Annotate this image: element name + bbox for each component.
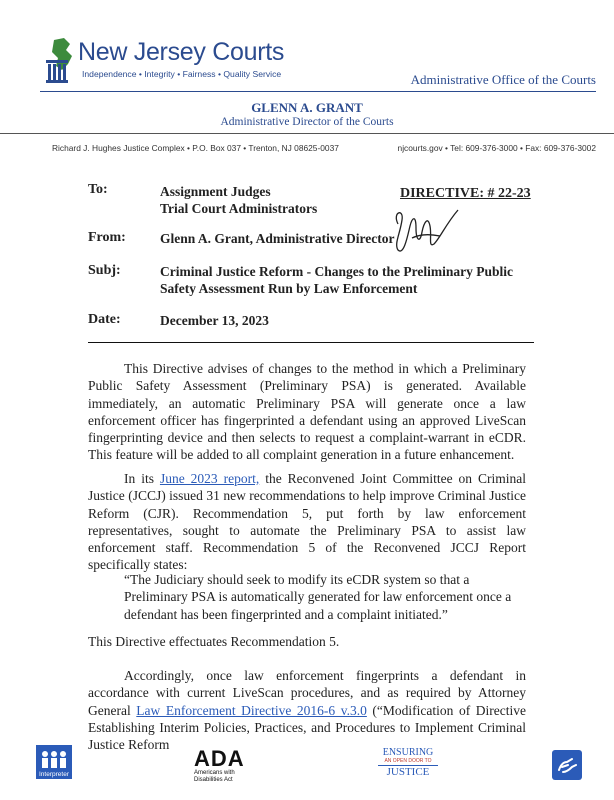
date-value: December 13, 2023: [160, 313, 269, 328]
subject-label: Subj:: [88, 263, 121, 278]
subject-line-1: Criminal Justice Reform - Changes to the Preliminary Public: [160, 264, 513, 279]
paragraph-1: [88, 360, 526, 464]
paragraph-4: [88, 667, 526, 753]
to-label: To:: [88, 182, 108, 197]
ada-icon: [194, 748, 264, 784]
handwritten-signature: [386, 204, 466, 258]
to-recipients: [160, 183, 317, 217]
to-line-1: Assignment Judges: [160, 184, 271, 199]
header-divider: [40, 91, 596, 92]
paragraph-2: [88, 470, 526, 574]
org-name: New Jersey Courts: [78, 38, 285, 66]
paragraph-4-lead: Accordingly, once law enforcement fingerprints a defendant in accordance with current LiveScan procedures, and as required by Attorney General: [88, 668, 526, 718]
nj-state-emblem-icon: [40, 36, 80, 92]
address-divider: [0, 133, 614, 134]
recommendation-quote: “The Judiciary should seek to modify its eCDR system so that a Preliminary PSA is automatically generated for law enforcement once a defendant has been fingerprinted and a complaint initiated.”: [124, 572, 512, 622]
ensuring-justice-icon: [378, 748, 438, 778]
sign-language-icon: [552, 750, 582, 785]
to-line-2: Trial Court Administrators: [160, 201, 318, 216]
org-tagline: Independence • Integrity • Fairness • Quality Service: [82, 69, 282, 79]
from-value: Glenn A. Grant, Administrative Director: [160, 231, 395, 246]
interpreter-label: Interpreter: [39, 771, 69, 778]
directive-number: DIRECTIVE: # 22-23: [400, 186, 531, 201]
subject-value: [160, 263, 513, 297]
june-2023-report-link[interactable]: June 2023 report,: [159, 471, 260, 486]
paragraph-2-lead: In its: [124, 471, 160, 486]
ada-title: ADA: [194, 746, 245, 771]
director-title: Administrative Director of the Courts: [220, 116, 394, 128]
from-label: From:: [88, 230, 126, 245]
justice-text: JUSTICE: [378, 765, 438, 778]
ag-directive-link[interactable]: Law Enforcement Directive 2016-6 v.3.0: [136, 702, 367, 718]
nj-courts-logo: [40, 36, 285, 92]
paragraph-1-text: This Directive advises of changes to the method in which a Preliminary Public Safety Assessment (Preliminary PSA) is generated. Available immediately, an automatic Preliminary PSA will generate once a law enforcement officer has fingerprinted a defendant using an approved LiveScan fingerprinting device and then selects to request a complaint-warrant in eCDR. This feature will be added to all complaint generation in a future enhancement.: [88, 361, 526, 463]
date-label: Date:: [88, 312, 121, 327]
paragraph-2-text: the Reconvened Joint Committee on Criminal Justice (JCCJ) issued 31 new recommendations to help improve Criminal Justice Reform (CJR). Recommendation 5, put forth by law enforcement representatives, sought to automate the Preliminary PSA to assist law enforcement staff. Recommendation 5 of the Reconvened JCCJ Report specifically states:: [88, 471, 526, 573]
subject-line-2: Safety Assessment Run by Law Enforcement: [160, 281, 418, 296]
paragraph-3: This Directive effectuates Recommendation 5.: [88, 634, 340, 649]
memo-header-divider: [88, 342, 534, 343]
office-name: Administrative Office of the Courts: [410, 72, 596, 87]
director-name: GLENN A. GRANT: [251, 100, 363, 115]
interpreter-icon: [36, 745, 72, 784]
ensuring-text: ENSURING: [382, 747, 434, 758]
office-address: Richard J. Hughes Justice Complex • P.O. Box 037 • Trenton, NJ 08625-0037: [52, 143, 339, 153]
paragraph-4-text: (“Modification of Directive Establishing Interim Policies, Practices, and Procedures to Implement Criminal Justice Reform: [88, 702, 526, 753]
ada-subtitle-1: Americans with: [194, 770, 235, 776]
ada-subtitle-2: Disabilities Act: [194, 777, 233, 783]
office-contact: njcourts.gov • Tel: 609-376-3000 • Fax: 609-376-3002: [397, 143, 596, 153]
open-door-text: AN OPEN DOOR TO: [384, 758, 432, 764]
